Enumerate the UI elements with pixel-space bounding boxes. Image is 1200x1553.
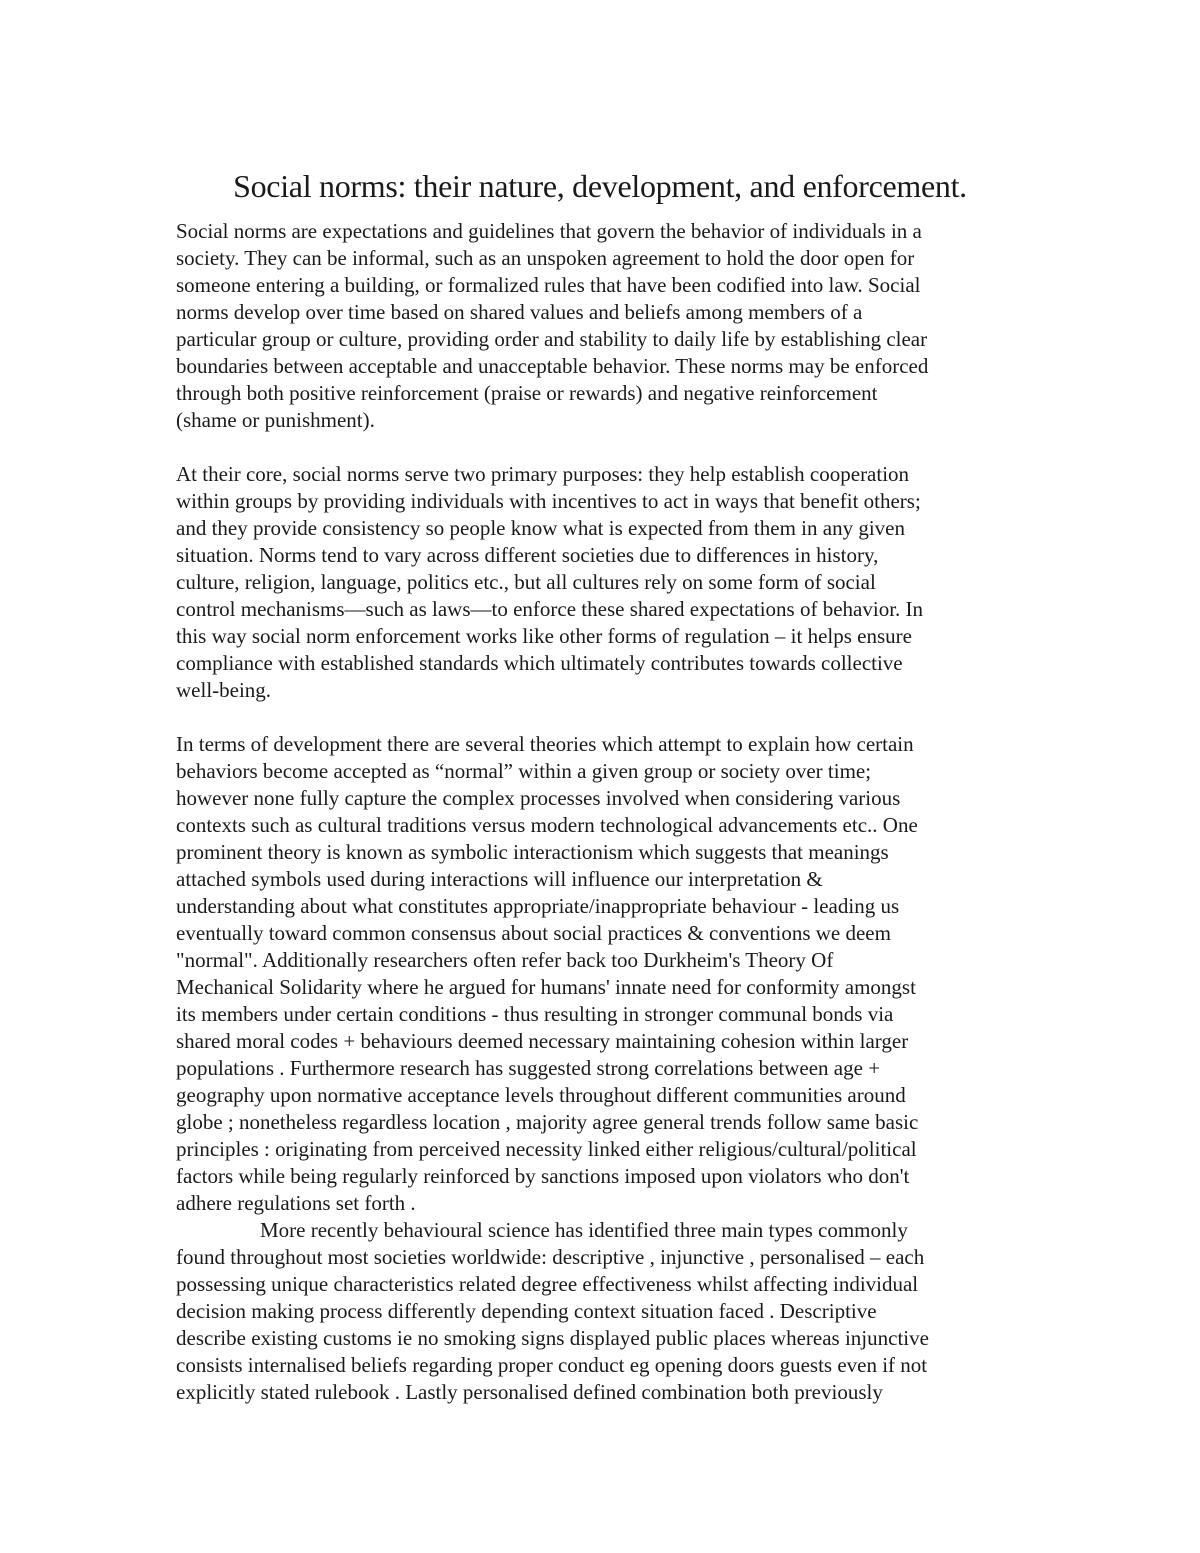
paragraph-3-line: its members under certain conditions - thus resulting in stronger communal bonds via: [176, 1002, 894, 1026]
paragraph-4-line: found throughout most societies worldwide: descriptive , injunctive , personalised – each: [176, 1245, 925, 1269]
paragraph-2-line: situation. Norms tend to vary across different societies due to differences in history,: [176, 543, 879, 567]
paragraph-3-line: globe ; nonetheless regardless location , majority agree general trends follow same basic: [176, 1110, 919, 1134]
paragraph-spacer: [176, 434, 1036, 461]
paragraph-4-line: explicitly stated rulebook . Lastly personalised defined combination both previously: [176, 1380, 883, 1404]
paragraph-2-line: well-being.: [176, 678, 272, 702]
paragraph-3-line: adhere regulations set forth .: [176, 1191, 416, 1215]
paragraph-1-line: through both positive reinforcement (praise or rewards) and negative reinforcement: [176, 381, 878, 405]
paragraph-1-line: particular group or culture, providing order and stability to daily life by establishing clear: [176, 327, 928, 351]
paragraph-3-line: shared moral codes + behaviours deemed necessary maintaining cohesion within larger: [176, 1029, 909, 1053]
paragraph-1-line: someone entering a building, or formalized rules that have been codified into law. Social: [176, 273, 921, 297]
paragraph-4-line: decision making process differently depending context situation faced . Descriptive: [176, 1299, 877, 1323]
paragraph-2-line: within groups by providing individuals with incentives to act in ways that benefit others;: [176, 489, 921, 513]
paragraph-3-line: understanding about what constitutes appropriate/inappropriate behaviour - leading us: [176, 894, 900, 918]
paragraph-4-line: consists internalised beliefs regarding proper conduct eg opening doors guests even if not: [176, 1353, 928, 1377]
paragraph-4-line: describe existing customs ie no smoking signs displayed public places whereas injunctive: [176, 1326, 929, 1350]
paragraph-3-line: eventually toward common consensus about social practices & conventions we deem: [176, 921, 891, 945]
paragraph-1-line: boundaries between acceptable and unacceptable behavior. These norms may be enforced: [176, 354, 929, 378]
paragraph-3-line: prominent theory is known as symbolic interactionism which suggests that meanings: [176, 840, 889, 864]
paragraph-3-line: attached symbols used during interactions will influence our interpretation &: [176, 867, 823, 891]
paragraph-3-line: contexts such as cultural traditions versus modern technological advancements etc.. One: [176, 813, 918, 837]
paragraph-3-line: behaviors become accepted as “normal” within a given group or society over time;: [176, 759, 872, 783]
paragraph-3-line: Mechanical Solidarity where he argued for humans' innate need for conformity amongst: [176, 975, 916, 999]
paragraph-1-line: (shame or punishment).: [176, 408, 375, 432]
paragraph-3-line: "normal". Additionally researchers often refer back too Durkheim's Theory Of: [176, 948, 834, 972]
paragraph-4-line: More recently behavioural science has identified three main types commonly: [260, 1218, 908, 1242]
document-title: Social norms: their nature, development, and enforcement.: [233, 168, 967, 204]
paragraph-2-line: culture, religion, language, politics etc., but all cultures rely on some form of social: [176, 570, 876, 594]
paragraph-2-line: this way social norm enforcement works like other forms of regulation – it helps ensure: [176, 624, 912, 648]
paragraph-3-line: geography upon normative acceptance levels throughout different communities around: [176, 1083, 906, 1107]
paragraph-3-line: In terms of development there are several theories which attempt to explain how certain: [176, 732, 914, 756]
paragraph-1-line: Social norms are expectations and guidelines that govern the behavior of individuals in a: [176, 219, 922, 243]
paragraph-3-line: however none fully capture the complex processes involved when considering various: [176, 786, 901, 810]
paragraph-2-line: control mechanisms—such as laws—to enforce these shared expectations of behavior. In: [176, 597, 924, 621]
document-body: [176, 218, 1036, 1406]
paragraph-1-line: society. They can be informal, such as an unspoken agreement to hold the door open for: [176, 246, 915, 270]
paragraph-4-line: possessing unique characteristics related degree effectiveness whilst affecting individual: [176, 1272, 919, 1296]
paragraph-2-line: At their core, social norms serve two primary purposes: they help establish cooperation: [176, 462, 910, 486]
paragraph-spacer: [176, 704, 1036, 731]
paragraph-2-line: compliance with established standards which ultimately contributes towards collective: [176, 651, 903, 675]
paragraph-1-line: norms develop over time based on shared values and beliefs among members of a: [176, 300, 863, 324]
paragraph-3-line: populations . Furthermore research has suggested strong correlations between age +: [176, 1056, 881, 1080]
paragraph-3-line: factors while being regularly reinforced by sanctions imposed upon violators who don't: [176, 1164, 910, 1188]
paragraph-2-line: and they provide consistency so people know what is expected from them in any given: [176, 516, 905, 540]
paragraph-3-line: principles : originating from perceived necessity linked either religious/cultural/political: [176, 1137, 917, 1161]
